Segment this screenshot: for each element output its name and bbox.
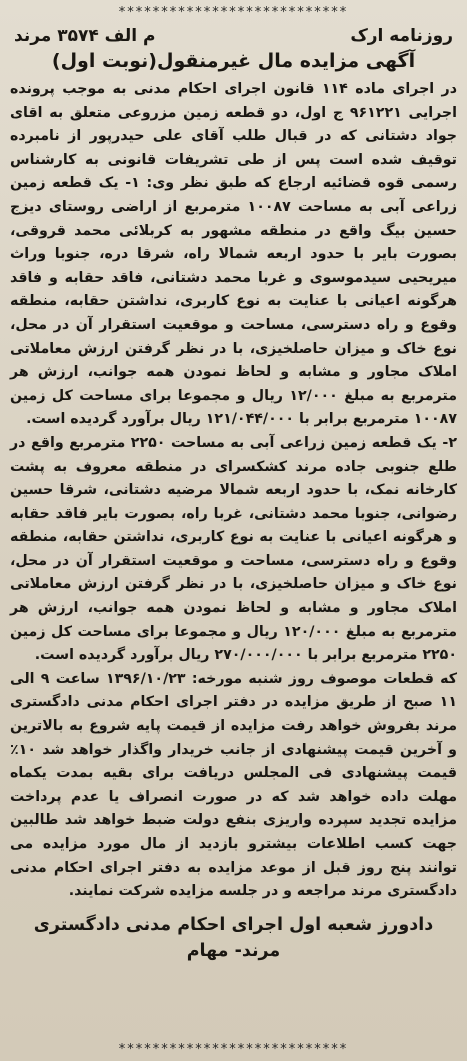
notice-title: آگهی مزایده مال غیرمنقول(نوبت اول) — [51, 50, 416, 72]
signature-line-1: دادورز شعبه اول اجرای احکام مدنی دادگستری — [33, 914, 434, 935]
paragraph-intro: در اجرای ماده ۱۱۴ قانون اجرای احکام مدنی به موجب پرونده اجرایی ۹۶۱۲۲۱ ج اول، دو قطعه زمین مزروعی متعلق به اقای جواد دشتانی که در قبال طلب آقای علی حیدرپور از نامبرده توقیف شده است پس از طی تشریفات قانونی به کارشناس رسمی قوه قضائیه ارجاع که طبق نظر وی: ۱- یک قطعه زمین زراعی آبی به مساحت ۱۰۰۸۷ مترمربع از اراضی روستای دیزج حسین بیگ واقع در منطقه مشهور به کربلائی محمد قروقی، بصورت بایر با حدود اربعه شمالا راه، شرقا دره، جنوبا وراث میریحیی سیدموسوی و غربا محمد دشتانی، فاقد حقابه و فاقد هرگونه اعیانی با عنایت به نوع کاربری، نداشتن حقابه، منطقه وقوع و راه دسترسی، مساحت و موقعیت استقرار آن در محل، نوع خاک و میزان حاصلخیزی، با در نظر گرفتن ارزش معاملاتی املاک مجاور و مشابه و لحاظ نمودن همه جوانب، ارزش هر مترمربع به مبلغ ۱۲/۰۰۰ ریال و مجموعا برای مساحت کل زمین ۱۰۰۸۷ مترمربع برابر با ۱۲۱/۰۴۴/۰۰۰ ریال برآورد گردیده است. — [10, 81, 458, 428]
signature-line-2: مرند- مهام — [186, 940, 281, 961]
star-border-top: *************************** — [118, 6, 349, 20]
star-border-bottom: *************************** — [118, 1043, 349, 1057]
notice-header — [10, 26, 457, 46]
notice-body — [10, 78, 457, 904]
notice-signature — [10, 912, 457, 964]
newspaper-name: روزنامه ارک — [350, 26, 453, 46]
paragraph-auction-terms: که قطعات موصوف روز شنبه مورخه: ۱۳۹۶/۱۰/۲۳ ساعت ۹ الی ۱۱ صبح از طریق مزایده در دفتر اجرای احکام مدنی دادگستری مرند بفروش خواهد رفت مزایده از قیمت پایه شروع به بالاترین و آخرین قیمت پیشنهادی از جانب خریدار واگذار خواهد شد ۱۰٪ قیمت پیشنهادی فی المجلس دریافت برای بقیه بمدت یکماه مهلت داده خواهد شد که در صورت انصراف یا عدم پرداخت مزایده تجدید سپرده واریزی بنفع دولت ضبط خواهد شد طالبین جهت کسب اطلاعات بیشترو بازدید از مال مورد مزایده می توانند پنج روز قبل از موعد مزایده به دفتر اجرای احکام مدنی دادگستری مرند مراجعه و در جلسه مزایده شرکت نمایند. — [10, 670, 458, 900]
reference-number: م الف ۳۵۷۴ مرند — [14, 26, 156, 46]
paragraph-second-parcel: ۲- یک قطعه زمین زراعی آبی به مساحت ۲۲۵۰ مترمربع واقع در طلع جنوبی جاده مرند کشکسرای در منطقه معروف به پشت کارخانه نمک، با حدود اربعه شمالا مرضیه دشتانی، شرقا حسین رضوانی، جنوبا محمد دشتانی، غربا راه، بصورت بایر فاقد حقابه و هرگونه اعیانی با عنایت به نوع کاربری، نداشتن حقابه، منطقه وقوع و راه دسترسی، مساحت و موقعیت استقرار آن در محل، نوع خاک و میزان حاصلخیزی، با در نظر گرفتن ارزش معاملاتی املاک مجاور و مشابه و لحاظ نمودن همه جوانب، ارزش هر مترمربع به مبلغ ۱۲۰/۰۰۰ ریال و مجموعا برای مساحت کل زمین ۲۲۵۰ مترمربع برابر با ۲۷۰/۰۰۰/۰۰۰ ریال برآورد گردیده است. — [10, 434, 457, 664]
